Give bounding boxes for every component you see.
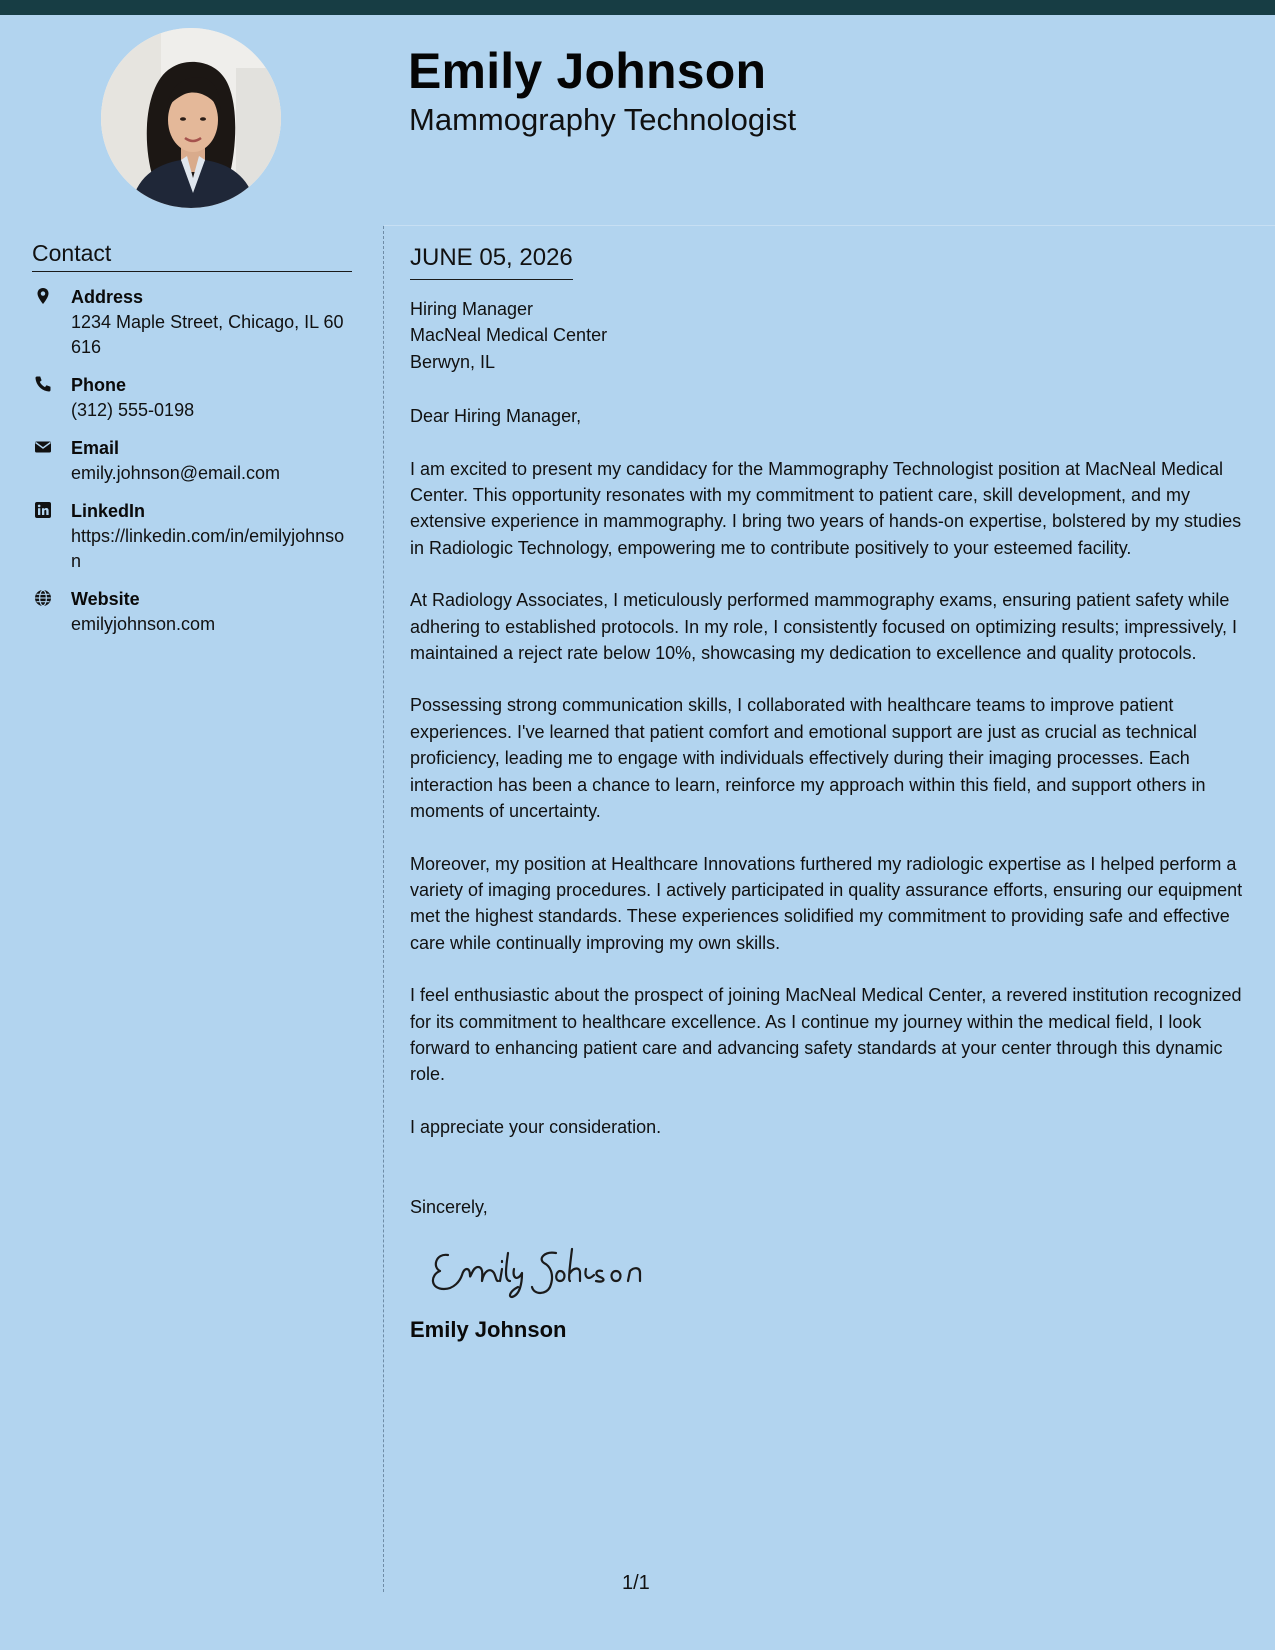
address-label: Address (71, 287, 144, 307)
job-title: Mammography Technologist (409, 102, 797, 137)
profile-photo (101, 28, 281, 208)
contact-heading: Contact (32, 240, 352, 272)
linkedin-label: LinkedIn (71, 501, 146, 521)
contact-linkedin (32, 499, 352, 574)
letter-paragraph: Possessing strong communication skills, I collaborated with healthcare teams to improve patient experiences. I've learned that patient comfort and emotional support are just as crucial as technical proficiency, leading me to engage with individuals effectively during their imaging processes. Each interaction has been a chance to learn, reinforce my approach within this field, and support others in moments of uncertainty. (410, 695, 1206, 822)
website-value[interactable]: emilyjohnson.com (71, 614, 216, 634)
map-pin-icon (34, 287, 52, 305)
contact-phone (32, 373, 352, 423)
letter-body (410, 243, 1250, 1343)
top-accent-bar (0, 0, 1275, 15)
letter-paragraph: Moreover, my position at Healthcare Innovations furthered my radiologic expertise as I helped perform a variety of imaging procedures. I actively participated in quality assurance efforts, ensuring our equipment met the highest standards. These experiences solidified my commitment to providing safe and effective care while continually improving my own skills. (410, 853, 1243, 953)
handwritten-signature (426, 1237, 1250, 1301)
address-value: 1234 Maple Street, Chicago, IL 60616 (71, 312, 344, 357)
phone-label: Phone (71, 375, 127, 395)
letter-date: JUNE 05, 2026 (410, 243, 573, 280)
linkedin-icon (34, 501, 52, 519)
email-label: Email (71, 438, 120, 458)
recipient-line: Hiring Manager (410, 299, 534, 319)
contact-email (32, 436, 352, 486)
globe-icon (34, 589, 52, 607)
contact-sidebar (32, 240, 352, 650)
phone-value: (312) 555-0198 (71, 400, 195, 420)
salutation: Dear Hiring Manager, (410, 406, 582, 427)
signer-name: Emily Johnson (410, 1316, 567, 1342)
applicant-name: Emily Johnson (408, 43, 767, 99)
header-divider (384, 225, 1275, 226)
website-label: Website (71, 589, 140, 609)
recipient-line: Berwyn, IL (410, 351, 496, 372)
closing: Sincerely, (410, 1197, 488, 1218)
envelope-icon (34, 438, 52, 456)
letter-paragraph: I appreciate your consideration. (410, 1116, 662, 1137)
contact-address (32, 285, 352, 360)
letter-paragraph: I am excited to present my candidacy for the Mammography Technologist position at MacNeal Medical Center. This opportunity resonates with my commitment to patient care, skill development, and my extensive experience in mammography. I bring two years of hands-on expertise, bolstered by my studies in Radiologic Technology, empowering me to contribute positively to your esteemed facility. (410, 458, 1242, 558)
linkedin-value[interactable]: https://linkedin.com/in/emilyjohnson (71, 526, 345, 571)
phone-icon (34, 375, 52, 393)
page-number: 1/1 (622, 1572, 650, 1594)
column-divider (383, 226, 384, 1592)
contact-website (32, 587, 352, 637)
email-value: emily.johnson@email.com (71, 463, 281, 483)
recipient-line: MacNeal Medical Center (410, 325, 608, 346)
recipient-block (410, 296, 1250, 375)
letter-paragraph: At Radiology Associates, I meticulously performed mammography exams, ensuring patient safety while adhering to established protocols. In my role, I consistently focused on optimizing results; impressively, I maintained a reject rate below 10%, showcasing my dedication to excellence and quality protocols. (410, 590, 1238, 664)
letter-paragraph: I feel enthusiastic about the prospect of joining MacNeal Medical Center, a revered institution recognized for its commitment to healthcare excellence. As I continue my journey within the medical field, I look forward to enhancing patient care and advancing safety standards at your center through this dynamic role. (410, 985, 1242, 1085)
